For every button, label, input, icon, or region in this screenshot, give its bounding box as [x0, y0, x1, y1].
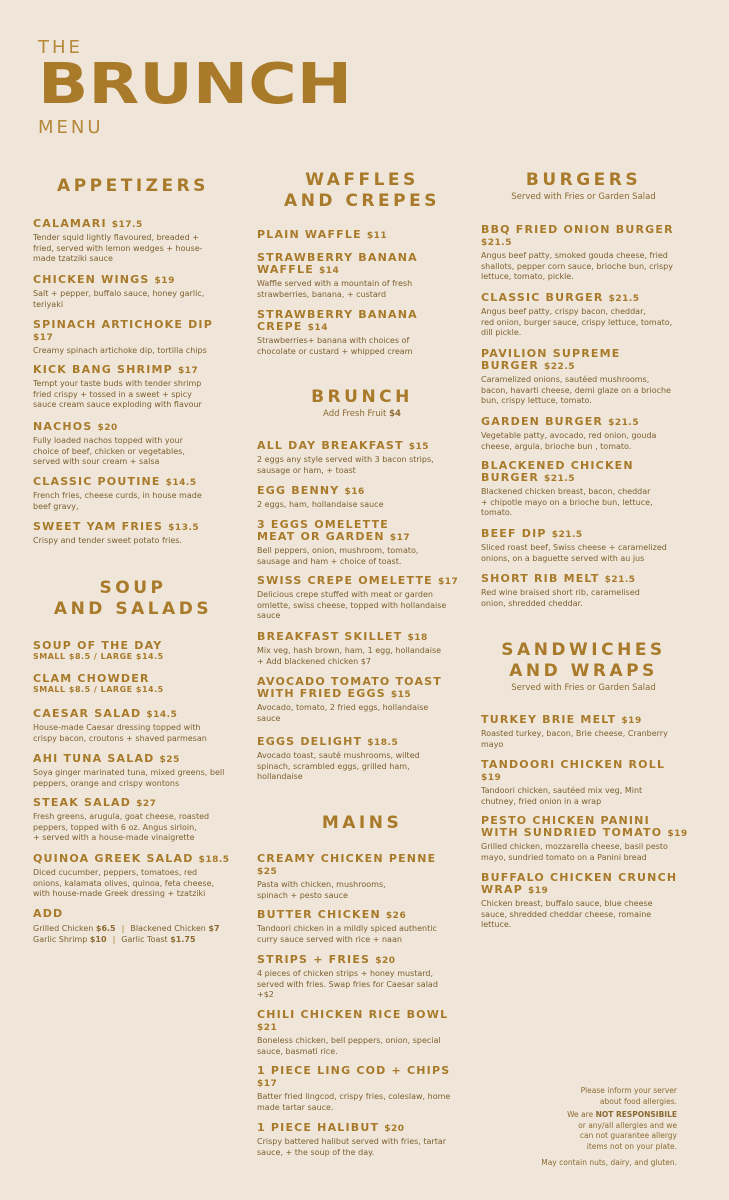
menu-item-title: AVOCADO TOMATO TOAST WITH FRIED EGGS	[257, 675, 442, 700]
menu-item	[481, 416, 696, 452]
menu-item-title: SHORT RIB MELT	[481, 572, 600, 585]
menu-item-price: $17	[437, 577, 459, 587]
menu-item-price: $20	[375, 956, 396, 966]
add-ons	[33, 908, 248, 945]
menu-item-price: $17.5	[111, 220, 143, 230]
allergy-notice-prefix: We are	[567, 1110, 596, 1119]
add-on-label: Grilled Chicken	[33, 924, 94, 933]
menu-item-description: 2 eggs, ham, hollandaise sauce	[257, 500, 384, 509]
header-menu: MENU	[38, 117, 104, 138]
sandwiches-section-header	[481, 640, 686, 693]
menu-item-title: STEAK SALAD	[33, 796, 132, 809]
menu-item-title: CAESAR SALAD	[33, 707, 142, 720]
menu-item-description: Soya ginger marinated tuna, mixed greens, bell peppers, orange and crispy wontons	[33, 768, 225, 788]
burgers-section-header	[481, 170, 686, 202]
menu-item-price: $21.5	[551, 530, 583, 540]
menu-item-price: $17	[389, 533, 411, 543]
menu-item-price: $19	[528, 886, 549, 896]
menu-item-description: Creamy spinach artichoke dip, tortilla chips	[33, 346, 207, 355]
menu-item-title: BUFFALO CHICKEN CRUNCH WRAP	[481, 871, 678, 896]
menu-item	[257, 676, 472, 724]
menu-item-name	[257, 252, 472, 277]
menu-item-description: Angus beef patty, smoked gouda cheese, fried shallots, pepper corn sauce, brioche bun, crispy lettuce, tomato, pickle.	[481, 251, 673, 281]
menu-item-title: CREAMY CHICKEN PENNE	[257, 852, 437, 865]
allergy-notice-1: Please inform your server about food allergies.	[580, 1086, 677, 1106]
menu-item-name	[33, 218, 248, 231]
menu-item-title: BEEF DIP	[481, 527, 547, 540]
menu-item-description: Chicken breast, buffalo sauce, blue cheese sauce, shredded cheddar cheese, romaine lettuce.	[481, 899, 653, 929]
menu-item-description: Tandoori chicken, sautéed mix veg, Mint chutney, fried onion in a wrap	[481, 786, 643, 806]
menu-item	[257, 519, 472, 567]
menu-item	[257, 440, 472, 476]
menu-item-title: TANDOORI CHICKEN ROLL	[481, 758, 666, 771]
menu-item-name	[257, 1009, 472, 1034]
menu-item	[481, 224, 696, 283]
add-on-label: Blackened Chicken	[130, 924, 206, 933]
menu-item-price: $21.5	[481, 238, 512, 248]
menu-item-title: QUINOA GREEK SALAD	[33, 852, 194, 865]
menu-item-price: $11	[366, 231, 388, 241]
menu-item-description: Waffle served with a mountain of fresh strawberries, banana, + custard	[257, 279, 413, 299]
menu-item-price: $13.5	[168, 523, 200, 533]
menu-item-price: $22.5	[544, 362, 575, 372]
menu-item-title: STRAWBERRY BANANA CREPE	[257, 308, 418, 333]
allergy-notice-2	[567, 1110, 677, 1152]
menu-item-description: 4 pieces of chicken strips + honey mustard, served with fries. Swap fries for Caesar salad +$2	[257, 969, 438, 999]
menu-item	[257, 1009, 472, 1057]
menu-item-size-price: SMALL $8.5 / LARGE $14.5	[33, 685, 164, 694]
menu-item	[481, 759, 696, 807]
menu-item	[257, 252, 472, 300]
menu-item-price: $17	[177, 366, 199, 376]
menu-item-title: CALAMARI	[33, 217, 107, 230]
menu-item-price: $25	[159, 755, 180, 765]
menu-item-name	[33, 753, 248, 766]
menu-item-price: $14.5	[146, 710, 178, 720]
menu-item-price: $21.5	[608, 294, 640, 304]
menu-item-size-price: SMALL $8.5 / LARGE $14.5	[33, 652, 164, 661]
menu-item	[481, 714, 696, 750]
menu-item-title: CLASSIC POUTINE	[33, 475, 161, 488]
divider: |	[112, 935, 116, 944]
menu-item	[257, 1122, 472, 1158]
menu-item-title: 1 PIECE HALIBUT	[257, 1121, 380, 1134]
menu-item-title: 3 EGGS OMELETTE MEAT OR GARDEN	[257, 518, 389, 543]
add-on-price: $1.75	[170, 935, 196, 944]
menu-item-title: AHI TUNA SALAD	[33, 752, 155, 765]
add-on-label: Garlic Shrimp	[33, 935, 88, 944]
menu-item-description: Tender squid lightly flavoured, breaded + fried, served with lemon wedges + house- made tzatziki sauce	[33, 233, 203, 263]
menu-item-description: Tempt your taste buds with tender shrimp fried crispy + tossed in a sweet + spicy sauce cream sauce exploding with flavour	[33, 379, 202, 409]
add-on-price: $10	[89, 935, 107, 944]
menu-item	[33, 364, 248, 411]
menu-item-description: Avocado, tomato, 2 fried eggs, hollandaise sauce	[257, 703, 429, 723]
menu-item-title: PESTO CHICKEN PANINI WITH SUNDRIED TOMATO	[481, 814, 663, 839]
menu-item	[33, 708, 248, 744]
menu-item-price: $17	[33, 333, 54, 343]
menu-item-description: Sliced roast beef, Swiss cheese + caramelized onions, on a baguette served with au jus	[481, 543, 667, 563]
menu-item-title: 1 PIECE LING COD + CHIPS	[257, 1064, 451, 1077]
menu-item	[33, 673, 248, 695]
menu-item	[33, 853, 248, 900]
menu-item-price: $25	[257, 867, 278, 877]
menu-item-name	[257, 954, 472, 967]
menu-item-price: $21.5	[608, 418, 640, 428]
menu-item-price: $15	[408, 442, 430, 452]
menu-item-name	[33, 797, 248, 810]
menu-item-name	[481, 416, 696, 429]
menu-item	[481, 815, 696, 863]
menu-item-name	[33, 274, 248, 287]
menu-item-name	[33, 521, 248, 534]
menu-item-description: House-made Caesar dressing topped with crispy bacon, croutons + shaved parmesan	[33, 723, 207, 743]
menu-item-description: Diced cucumber, peppers, tomatoes, red onions, kalamata olives, quinoa, feta cheese, with house-made Greek dressing + tzatziki	[33, 868, 215, 898]
menu-item-title: BREAKFAST SKILLET	[257, 630, 403, 643]
menu-item-name	[481, 348, 696, 373]
menu-item-title: NACHOS	[33, 420, 93, 433]
menu-item-description: French fries, cheese curds, in house made beef gravy,	[33, 491, 202, 511]
menu-item-price: $20	[384, 1124, 405, 1134]
menu-item-name	[481, 573, 696, 586]
menu-item-description: Caramelized onions, sautéed mushrooms, bacon, havarti cheese, demi glaze on a brioche bun, crispy lettuce, tomato.	[481, 375, 671, 405]
menu-item-title: GARDEN BURGER	[481, 415, 604, 428]
menu-item-name	[33, 673, 248, 685]
menu-item-title: SOUP OF THE DAY	[33, 639, 163, 652]
menu-item-name	[481, 759, 696, 784]
menu-item-price: $21.5	[604, 575, 636, 585]
allergy-notice-bold: NOT RESPONSIBILE	[595, 1110, 677, 1119]
menu-item-price: $21.5	[544, 474, 575, 484]
allergy-notice-3: May contain nuts, dairy, and gluten.	[541, 1158, 677, 1167]
menu-item-name	[33, 708, 248, 721]
brunch-subtitle	[257, 409, 467, 419]
menu-item-title: CLASSIC BURGER	[481, 291, 604, 304]
sandwiches-title: SANDWICHES AND WRAPS	[501, 640, 666, 681]
waffles-title: WAFFLES AND CREPES	[284, 170, 440, 211]
menu-item	[257, 853, 472, 901]
menu-item-description: Avocado toast, sauté mushrooms, wilted spinach, scrambled eggs, grilled ham, hollandaise	[257, 751, 420, 781]
menu-item	[33, 476, 248, 512]
menu-item-price: $19	[621, 716, 642, 726]
menu-item-title: EGGS DELIGHT	[257, 735, 363, 748]
menu-item-price: $19	[667, 829, 688, 839]
menu-item	[33, 797, 248, 844]
menu-item-name	[257, 853, 472, 878]
menu-item-title: KICK BANG SHRIMP	[33, 363, 173, 376]
menu-item-title: STRIPS + FRIES	[257, 953, 371, 966]
menu-item-name	[257, 631, 472, 644]
menu-item-name	[257, 309, 472, 334]
menu-item-description: Blackened chicken breast, bacon, cheddar + chipotle mayo on a brioche bun, lettuce, tomato.	[481, 487, 653, 517]
menu-item-description: Angus beef patty, crispy bacon, cheddar, red onion, burger sauce, crispy lettuce, tomato, dill pickle.	[481, 307, 673, 337]
menu-item-name	[481, 528, 696, 541]
menu-item	[257, 954, 472, 1001]
menu-item	[481, 573, 696, 609]
add-title: ADD	[33, 907, 64, 920]
menu-item-description: Vegetable patty, avocado, red onion, gouda cheese, argula, brioche bun , tomato.	[481, 431, 657, 451]
menu-item-name	[33, 319, 248, 344]
menu-item-description: Fully loaded nachos topped with your choice of beef, chicken or vegetables, served with sour cream + salsa	[33, 436, 185, 466]
menu-item	[33, 319, 248, 357]
menu-item	[481, 292, 696, 339]
menu-item	[33, 640, 248, 662]
menu-item-name	[257, 575, 472, 588]
menu-item-description: Crispy battered halibut served with fries, tartar sauce, + the soup of the day.	[257, 1137, 447, 1157]
menu-item-name	[257, 519, 472, 544]
menu-item-description: Bell peppers, onion, mushroom, tomato, sausage and ham + choice of toast.	[257, 546, 419, 566]
menu-item	[33, 753, 248, 789]
burgers-subtitle: Served with Fries or Garden Salad	[511, 192, 656, 202]
menu-item-title: BLACKENED CHICKEN BURGER	[481, 459, 634, 484]
menu-item	[257, 1065, 472, 1113]
brunch-subtitle-text: Add Fresh Fruit	[323, 409, 387, 419]
header-the: THE	[38, 37, 83, 58]
menu-item	[257, 909, 472, 945]
menu-item-price: $19	[481, 773, 502, 783]
menu-item-name	[257, 485, 472, 498]
menu-item-title: BUTTER CHICKEN	[257, 908, 381, 921]
divider: |	[121, 924, 125, 933]
menu-item-title: SPINACH ARTICHOKE DIP	[33, 318, 213, 331]
menu-item	[481, 348, 696, 407]
menu-item-price: $26	[385, 911, 407, 921]
menu-item-name	[481, 224, 696, 249]
menu-item-name	[33, 421, 248, 434]
menu-item-title: STRAWBERRY BANANA WAFFLE	[257, 251, 418, 276]
menu-item-name	[257, 229, 472, 242]
menu-item	[33, 274, 248, 310]
menu-item-name	[481, 872, 696, 897]
menu-item-description: Roasted turkey, bacon, Brie cheese, Cranberry mayo	[481, 729, 668, 749]
menu-item-description: Batter fried lingcod, crispy fries, coleslaw, home made tartar sauce.	[257, 1092, 451, 1112]
menu-item-name	[33, 364, 248, 377]
brunch-section-header	[257, 387, 467, 419]
menu-item-title: CHILI CHICKEN RICE BOWL	[257, 1008, 449, 1021]
menu-item-price: $14.5	[165, 478, 197, 488]
menu-item-price: $17	[257, 1079, 278, 1089]
add-on-price: $6.5	[95, 924, 116, 933]
menu-item-price: $18	[407, 633, 428, 643]
menu-item	[481, 460, 696, 519]
menu-item-name	[257, 440, 472, 453]
menu-item-price: $18.5	[198, 855, 230, 865]
menu-item-name	[257, 736, 472, 749]
menu-item-title: TURKEY BRIE MELT	[481, 713, 617, 726]
allergy-notice-rest: or any/all allergies and we can not guarantee allergy items not on your plate.	[578, 1120, 677, 1151]
menu-item-name	[33, 853, 248, 866]
menu-item-name	[257, 1122, 472, 1135]
menu-item-name	[481, 460, 696, 485]
menu-item	[481, 872, 696, 931]
menu-item-title: SWEET YAM FRIES	[33, 520, 164, 533]
menu-header	[38, 37, 353, 138]
add-on-label: Garlic Toast	[121, 935, 168, 944]
header-title: BRUNCH	[38, 52, 353, 117]
menu-item-description: 2 eggs any style served with 3 bacon strips, sausage or ham, + toast	[257, 455, 434, 475]
menu-item-description: Grilled chicken, mozzarella cheese, basil pesto mayo, sundried tomato on a Panini bread	[481, 842, 668, 862]
menu-item-title: ALL DAY BREAKFAST	[257, 439, 404, 452]
add-on-row	[33, 923, 248, 934]
add-on-price: $7	[208, 924, 220, 933]
menu-item-title: CHICKEN WINGS	[33, 273, 150, 286]
menu-item-name	[33, 640, 248, 652]
menu-item-name	[257, 909, 472, 922]
add-on-row	[33, 934, 248, 945]
menu-item-price: $21	[257, 1023, 278, 1033]
burgers-title: BURGERS	[525, 170, 642, 190]
menu-item-description: Boneless chicken, bell peppers, onion, special sauce, basmati rice.	[257, 1036, 441, 1056]
menu-item-title: BBQ FRIED ONION BURGER	[481, 223, 674, 236]
menu-item-title: PLAIN WAFFLE	[257, 228, 362, 241]
menu-item	[33, 521, 248, 547]
menu-item-description: Delicious crepe stuffed with meat or garden omlette, swiss cheese, topped with hollandaise sauce	[257, 590, 447, 620]
menu-item-description: Tandoori chicken in a mildly spiced authentic curry sauce served with rice + naan	[257, 924, 437, 944]
menu-item-title: SWISS CREPE OMELETTE	[257, 574, 433, 587]
appetizers-title: APPETIZERS	[57, 176, 209, 196]
brunch-title: BRUNCH	[311, 387, 413, 407]
menu-item-description: Crispy and tender sweet potato fries.	[33, 536, 182, 545]
menu-item	[257, 485, 472, 511]
menu-item	[33, 218, 248, 265]
menu-item-description: Red wine braised short rib, caramelised onion, shredded cheddar.	[481, 588, 640, 608]
menu-item	[257, 575, 472, 622]
menu-item-name	[481, 815, 696, 840]
menu-item-price: $14	[318, 266, 340, 276]
sandwiches-subtitle: Served with Fries or Garden Salad	[511, 683, 656, 693]
menu-item-name	[257, 676, 472, 701]
menu-item-price: $14	[307, 323, 328, 333]
menu-item-name	[257, 1065, 472, 1090]
menu-item-price: $20	[97, 423, 118, 433]
soups-title: SOUP AND SALADS	[53, 578, 213, 619]
menu-item-description: Fresh greens, arugula, goat cheese, roasted peppers, topped with 6 oz. Angus sirloin, + served with a house-made vinaigrette	[33, 812, 210, 842]
menu-item-price: $18.5	[367, 738, 399, 748]
menu-item-title: EGG BENNY	[257, 484, 340, 497]
menu-item-description: Pasta with chicken, mushrooms, spinach + pesto sauce	[257, 880, 386, 900]
menu-item-title: PAVILION SUPREME BURGER	[481, 347, 621, 372]
menu-item	[33, 421, 248, 468]
menu-item	[257, 229, 472, 242]
mains-title: MAINS	[321, 813, 403, 833]
menu-item	[257, 309, 472, 357]
menu-item-name	[481, 714, 696, 727]
menu-item-name	[481, 292, 696, 305]
menu-item	[257, 631, 472, 667]
menu-item	[257, 736, 472, 783]
menu-item-description: Strawberries+ banana with choices of chocolate or custard + whipped cream	[257, 336, 413, 356]
menu-item-price: $16	[344, 487, 365, 497]
menu-item-name	[33, 476, 248, 489]
menu-item-price: $19	[154, 276, 175, 286]
brunch-subtitle-price: $4	[389, 409, 401, 419]
menu-item-price: $15	[390, 690, 412, 700]
menu-item-description: Mix veg, hash brown, ham, 1 egg, hollandaise + Add blackened chicken $7	[257, 646, 442, 666]
menu-item	[481, 528, 696, 564]
menu-item-title: CLAM CHOWDER	[33, 672, 150, 685]
menu-item-description: Salt + pepper, buffalo sauce, honey garlic, teriyaki	[33, 289, 205, 309]
menu-item-price: $27	[136, 799, 157, 809]
